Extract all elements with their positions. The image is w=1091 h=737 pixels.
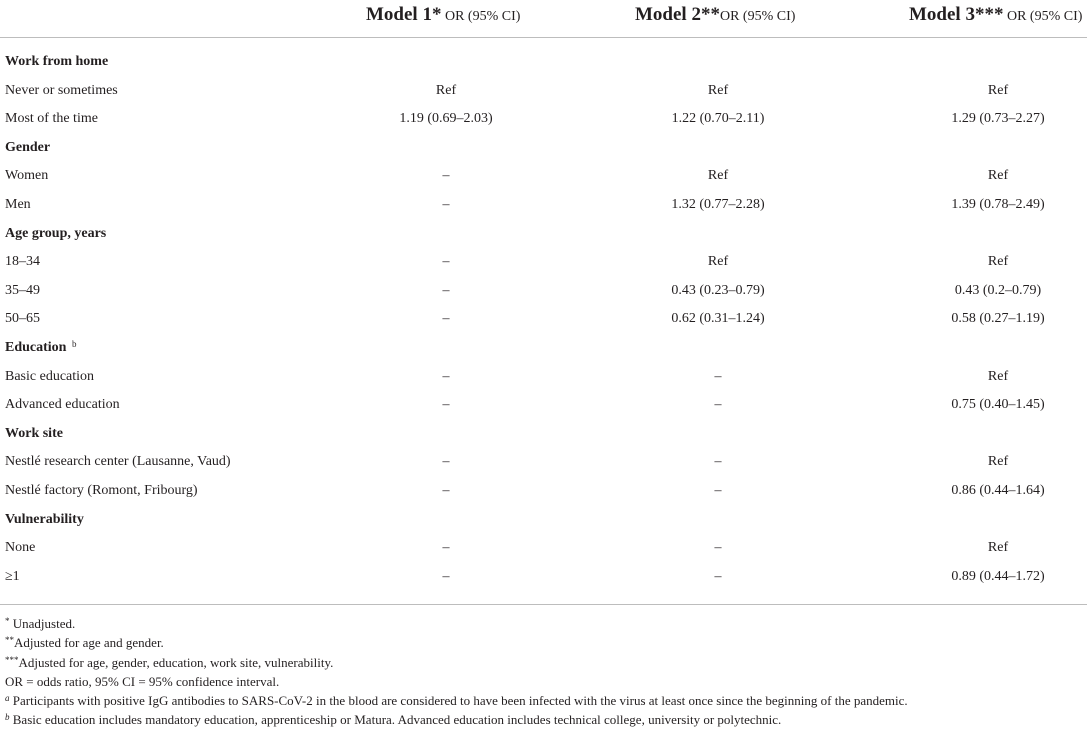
header-rule (0, 37, 1087, 38)
row-label: ≥1 (5, 568, 20, 584)
table-header (0, 0, 1091, 32)
table-row (0, 79, 1091, 107)
footnote-text: Unadjusted. (9, 616, 76, 631)
row-label: Nestlé factory (Romont, Fribourg) (5, 483, 198, 498)
header-model-1-title: Model 1* (366, 4, 442, 25)
cell-model-2: – (714, 568, 722, 584)
header-model-2-subtitle: OR (95% CI) (719, 9, 796, 24)
footnote (5, 614, 1085, 633)
footnote (5, 633, 1085, 652)
row-label: Never or sometimes (5, 82, 118, 98)
cell-model-3: Ref (987, 168, 1009, 184)
header-model-3-title: Model 3*** (909, 4, 1004, 25)
cell-model-1: – (442, 568, 450, 584)
table-row (0, 107, 1091, 135)
cell-model-3: Ref (987, 254, 1009, 270)
cell-model-2: 1.32 (0.77–2.28) (671, 197, 765, 212)
table-row (0, 250, 1091, 278)
row-label: 18–34 (5, 254, 40, 270)
table-row (0, 450, 1091, 478)
cell-model-2: – (714, 540, 722, 556)
cell-model-2: Ref (707, 168, 729, 184)
cell-model-1: – (442, 168, 450, 184)
footnote-text: Basic education includes mandatory education, apprenticeship or Matura. Advanced education includes technical college, university or polytechnic. (9, 712, 782, 728)
footnote-text: Adjusted for age, gender, education, work site, vulnerability. (18, 654, 334, 670)
cell-model-2: – (714, 483, 722, 498)
footnote (5, 710, 1085, 729)
row-label: 35–49 (5, 282, 40, 298)
row-label: Most of the time (5, 111, 98, 127)
cell-model-1: – (442, 197, 450, 212)
cell-model-2: Ref (707, 254, 729, 270)
section-row (0, 50, 1091, 78)
footnote (5, 672, 1085, 691)
section-label: Age group, years (5, 225, 107, 241)
footnote (5, 691, 1085, 710)
cell-model-3: 1.39 (0.78–2.49) (951, 197, 1045, 212)
cell-model-2: 1.22 (0.70–2.11) (671, 111, 765, 127)
section-label: Gender (5, 139, 51, 155)
footnote-text: Participants with positive IgG antibodies to SARS-CoV-2 in the blood are considered to have been infected with the virus at least once since the beginning of the pandemic. (9, 693, 908, 709)
header-model-3-subtitle: OR (95% CI) (1003, 9, 1083, 24)
header-model-1 (366, 4, 520, 26)
cell-model-1: 1.19 (0.69–2.03) (399, 111, 493, 127)
cell-model-1: – (442, 254, 450, 270)
header-model-1-subtitle: OR (95% CI) (441, 9, 521, 24)
row-label: Advanced education (5, 397, 120, 413)
cell-model-3: Ref (987, 82, 1009, 98)
cell-model-3: 0.86 (0.44–1.64) (951, 483, 1045, 498)
cell-model-2: Ref (707, 82, 729, 98)
header-model-2-title: Model 2** (635, 4, 720, 25)
cell-model-1: – (442, 397, 450, 413)
section-label: Work site (5, 425, 63, 441)
row-label: Nestlé research center (Lausanne, Vaud) (5, 454, 231, 470)
row-label: Basic education (5, 368, 95, 384)
cell-model-1: Ref (435, 82, 457, 98)
footnote-marker: * (5, 616, 10, 626)
cell-model-2: – (714, 397, 722, 413)
section-label: Vulnerability (5, 511, 84, 527)
cell-model-3: 1.29 (0.73–2.27) (951, 111, 1045, 127)
cell-model-1: – (442, 483, 450, 498)
row-label: 50–65 (5, 311, 40, 327)
cell-model-3: 0.75 (0.40–1.45) (951, 397, 1045, 413)
cell-model-3: Ref (987, 540, 1009, 556)
row-label: Women (5, 168, 49, 184)
table-row (0, 479, 1091, 507)
cell-model-3: Ref (987, 454, 1009, 470)
footnote (5, 653, 1085, 672)
section-label: Work from home (5, 54, 109, 69)
header-model-3 (909, 4, 1082, 26)
table-row (0, 365, 1091, 393)
cell-model-2: – (714, 368, 722, 384)
table-row (0, 164, 1091, 192)
cell-model-3: Ref (987, 368, 1009, 384)
row-label: None (5, 540, 36, 556)
cell-model-2: – (714, 454, 722, 470)
cell-model-3: 0.58 (0.27–1.19) (951, 311, 1045, 327)
section-row (0, 422, 1091, 450)
section-row (0, 508, 1091, 536)
cell-model-2: 0.43 (0.23–0.79) (671, 282, 765, 298)
footnote-marker: b (5, 712, 10, 723)
section-row (0, 222, 1091, 250)
footnotes (5, 614, 1085, 730)
row-label: Men (5, 197, 31, 212)
cell-model-1: – (442, 454, 450, 470)
footnote-marker: *** (5, 654, 19, 665)
cell-model-1: – (442, 311, 450, 327)
header-model-2 (635, 4, 795, 26)
cell-model-1: – (442, 282, 450, 298)
table-row (0, 307, 1091, 335)
footnote-text: OR = odds ratio, 95% CI = 95% confidence interval. (5, 673, 280, 689)
cell-model-3: 0.43 (0.2–0.79) (954, 282, 1042, 298)
footnote-marker: a (5, 693, 10, 704)
section-label: Education (5, 340, 67, 355)
footnote-marker: ** (5, 635, 14, 646)
section-row (0, 136, 1091, 164)
cell-model-1: – (442, 540, 450, 556)
cell-model-3: 0.89 (0.44–1.72) (951, 568, 1045, 584)
table-row (0, 279, 1091, 307)
cell-model-1: – (442, 368, 450, 384)
table-row (0, 393, 1091, 421)
cell-model-2: 0.62 (0.31–1.24) (671, 311, 765, 327)
table-row (0, 193, 1091, 221)
section-row: Education b (5, 339, 77, 355)
table-bottom-rule (0, 604, 1087, 605)
footnote-text: Adjusted for age and gender. (14, 635, 164, 651)
table-row (0, 565, 1091, 593)
table-row (0, 536, 1091, 564)
